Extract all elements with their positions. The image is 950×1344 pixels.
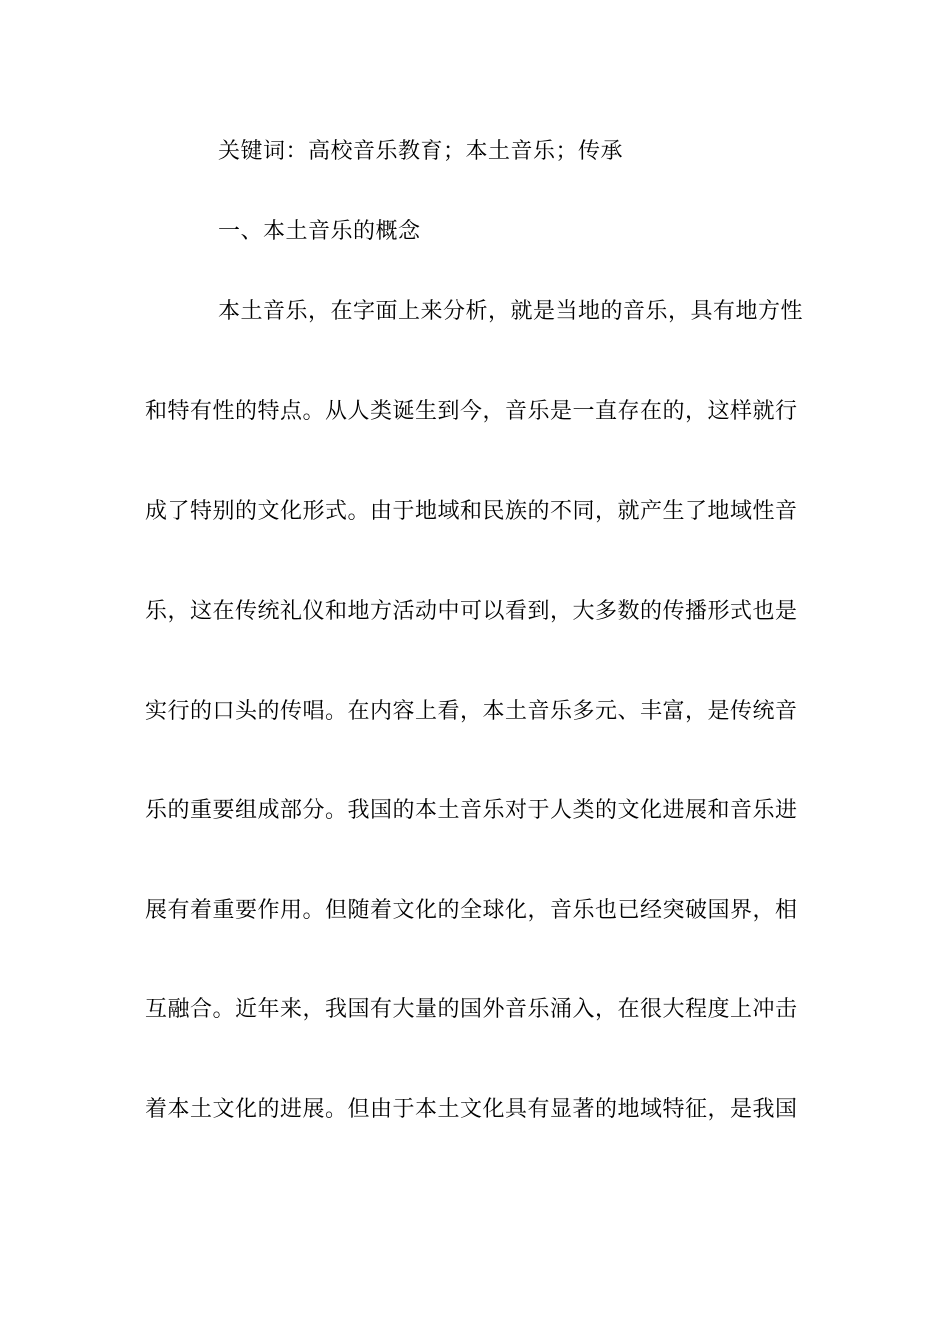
keywords-line: 关键词：高校音乐教育；本土音乐；传承 xyxy=(218,139,624,164)
paragraph-line: 展有着重要作用。但随着文化的全球化，音乐也已经突破国界，相 xyxy=(145,898,798,923)
paragraph-line: 乐，这在传统礼仪和地方活动中可以看到，大多数的传播形式也是 xyxy=(145,599,798,624)
paragraph-line: 成了特别的文化形式。由于地域和民族的不同，就产生了地域性音 xyxy=(145,499,798,524)
section-heading: 一、本土音乐的概念 xyxy=(218,219,421,244)
paragraph-line: 本土音乐，在字面上来分析，就是当地的音乐，具有地方性 xyxy=(218,299,804,324)
paragraph-line: 乐的重要组成部分。我国的本土音乐对于人类的文化进展和音乐进 xyxy=(145,798,798,823)
paragraph-line: 互融合。近年来，我国有大量的国外音乐涌入，在很大程度上冲击 xyxy=(145,997,798,1022)
paragraph-line: 实行的口头的传唱。在内容上看，本土音乐多元、丰富，是传统音 xyxy=(145,699,798,724)
paragraph-line: 着本土文化的进展。但由于本土文化具有显著的地域特征，是我国 xyxy=(145,1097,798,1122)
paragraph-line: 和特有性的特点。从人类诞生到今，音乐是一直存在的，这样就行 xyxy=(145,399,798,424)
